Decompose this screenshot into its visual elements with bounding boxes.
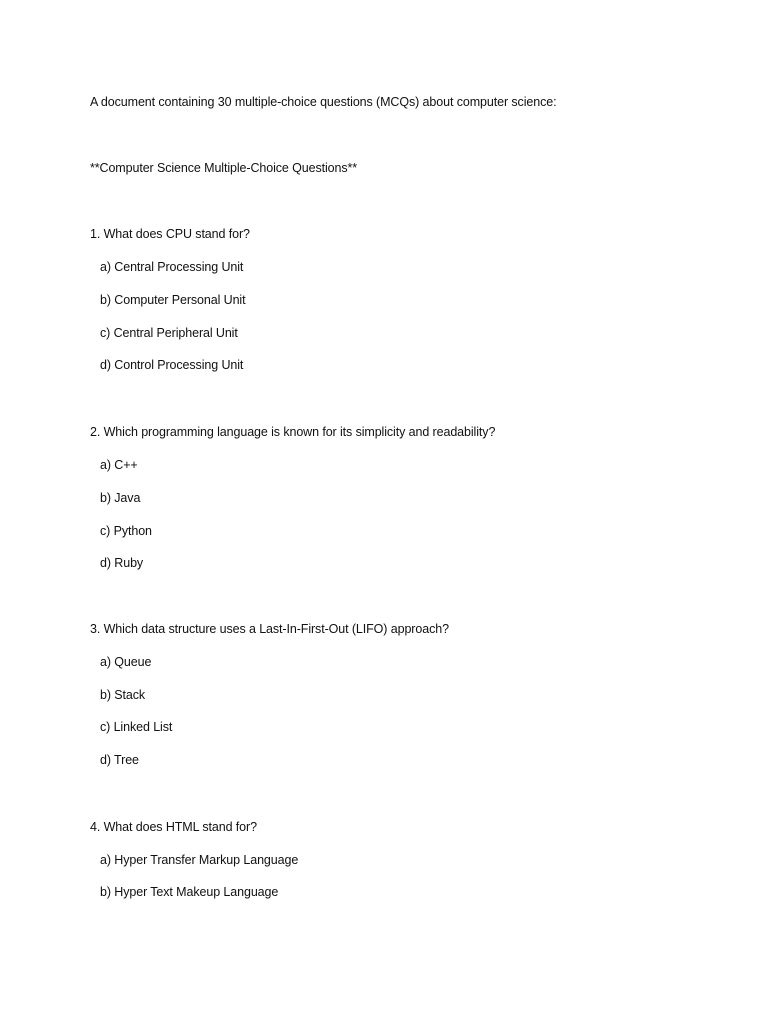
question-4: 4. What does HTML stand for? <box>90 820 257 834</box>
question-4-option-b: b) Hyper Text Makeup Language <box>100 885 279 899</box>
document-heading: **Computer Science Multiple-Choice Questions** <box>90 161 358 175</box>
question-3-option-d: d) Tree <box>100 753 139 767</box>
intro-text: A document containing 30 multiple-choice questions (MCQs) about computer science: <box>90 95 557 109</box>
question-1: 1. What does CPU stand for? <box>90 227 250 241</box>
question-2: 2. Which programming language is known for its simplicity and readability? <box>90 425 496 439</box>
question-4-option-a: a) Hyper Transfer Markup Language <box>100 853 299 867</box>
question-3-option-a: a) Queue <box>100 655 152 669</box>
question-3: 3. Which data structure uses a Last-In-First-Out (LIFO) approach? <box>90 622 449 636</box>
question-3-option-b: b) Stack <box>100 688 146 702</box>
question-1-option-c: c) Central Peripheral Unit <box>100 326 238 340</box>
question-2-option-d: d) Ruby <box>100 556 144 570</box>
question-2-option-a: a) C++ <box>100 458 138 472</box>
question-2-option-b: b) Java <box>100 491 141 505</box>
question-2-option-c: c) Python <box>100 524 152 538</box>
question-1-option-d: d) Control Processing Unit <box>100 358 244 372</box>
question-1-option-a: a) Central Processing Unit <box>100 260 244 274</box>
question-1-option-b: b) Computer Personal Unit <box>100 293 246 307</box>
question-3-option-c: c) Linked List <box>100 720 173 734</box>
